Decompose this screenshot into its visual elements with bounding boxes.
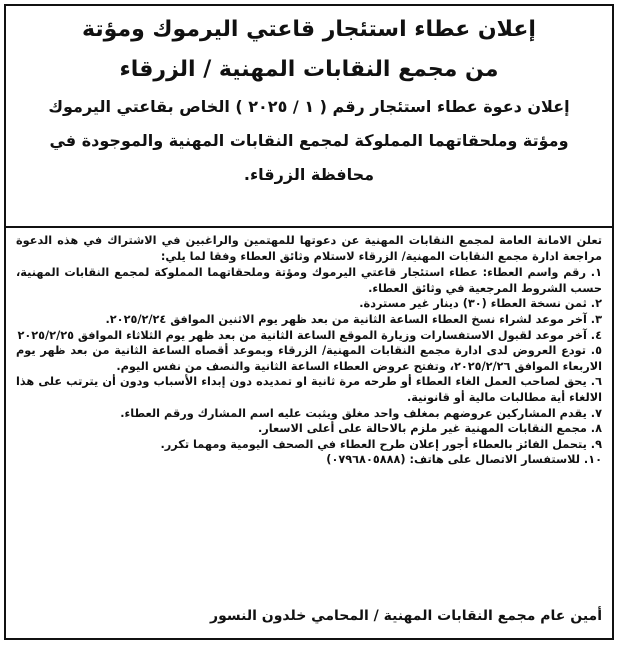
list-item: ١٠. للاستفسار الاتصال على هاتف: (٠٧٩٦٨٠٥٨٨٨) bbox=[326, 453, 602, 467]
announcement-frame bbox=[4, 4, 614, 640]
list-item: ٢. ثمن نسخة العطاء (٣٠) دينار غير مستردة. bbox=[359, 297, 602, 311]
list-item: ٣. آخر موعد لشراء نسخ العطاء الساعة الثانية من بعد ظهر يوم الاثنين الموافق ٢٠٢٥/٢/٢٤. bbox=[105, 312, 602, 326]
announcement-subtitle: من مجمع النقابات المهنية / الزرقاء bbox=[119, 57, 499, 83]
header-divider bbox=[6, 226, 612, 228]
announcement-header bbox=[16, 16, 602, 221]
list-item: ٦. يحق لصاحب العمل الغاء العطاء أو طرحه مرة ثانية او تمديده دون إبداء الأسباب ودون أن يترتب على هذا الالغاء أية مطالبات مالية أو قانونية. bbox=[16, 375, 602, 404]
list-item: ٤. آخر موعد لقبول الاستفسارات وزيارة الموقع الساعة الثانية من بعد ظهر يوم الثلاثاء الموافق ٢٠٢٥/٢/٢٥ bbox=[17, 328, 602, 342]
announcement-heading-line-2: ومؤتة وملحقاتهما المملوكة لمجمع النقابات المهنية والموجودة في bbox=[49, 130, 569, 150]
list-item: ٩. يتحمل الفائز بالعطاء أجور إعلان طرح العطاء في الصحف اليومية ومهما تكرر. bbox=[160, 437, 602, 451]
announcement-heading-line-3: محافظة الزرقاء. bbox=[243, 164, 375, 184]
announcement-title: إعلان عطاء استئجار قاعتي اليرموك ومؤتة bbox=[82, 17, 536, 42]
signature-line: أمين عام مجمع النقابات المهنية / المحامي خلدون النسور bbox=[210, 608, 602, 624]
list-item: ٥. تودع العروض لدى ادارة مجمع النقابات المهنية/ الزرقاء وبموعد أقصاه الساعة الثانية من بعد ظهر يوم الاربعاء الموافق ٢٠٢٥/٢/٢٦، وتفتح عروض العطاء الساعة الثانية والنصف من نفس اليوم. bbox=[16, 344, 602, 373]
announcement-body bbox=[16, 233, 602, 593]
intro-paragraph: تعلن الامانة العامة لمجمع النقابات المهنية عن دعوتها للمهتمين والراغبين في الاشتراك في هذه الدعوة مراجعة ادارة مجمع النقابات المهنية/ الزرقاء لاستلام وثائق العطاء وفقا لما يلي: bbox=[16, 234, 602, 263]
announcement-heading-line-1: إعلان دعوة عطاء استئجار رقم ( ١ / ٢٠٢٥ ) الخاص بقاعتي اليرموك bbox=[48, 97, 570, 117]
list-item: ٨. مجمع النقابات المهنية غير ملزم بالاحالة على أعلى الاسعار. bbox=[257, 422, 602, 436]
list-item: ٧. يقدم المشاركين عروضهم بمغلف واحد مغلق ويثبت عليه اسم المشارك ورقم العطاء. bbox=[120, 406, 602, 420]
requirements-list bbox=[16, 265, 602, 468]
list-item: ١. رقم واسم العطاء: عطاء استئجار قاعتي اليرموك ومؤتة وملحقاتهما المملوكة لمجمع النقابات المهنية، حسب الشروط المرجعية في وثائق العطاء. bbox=[16, 266, 602, 295]
